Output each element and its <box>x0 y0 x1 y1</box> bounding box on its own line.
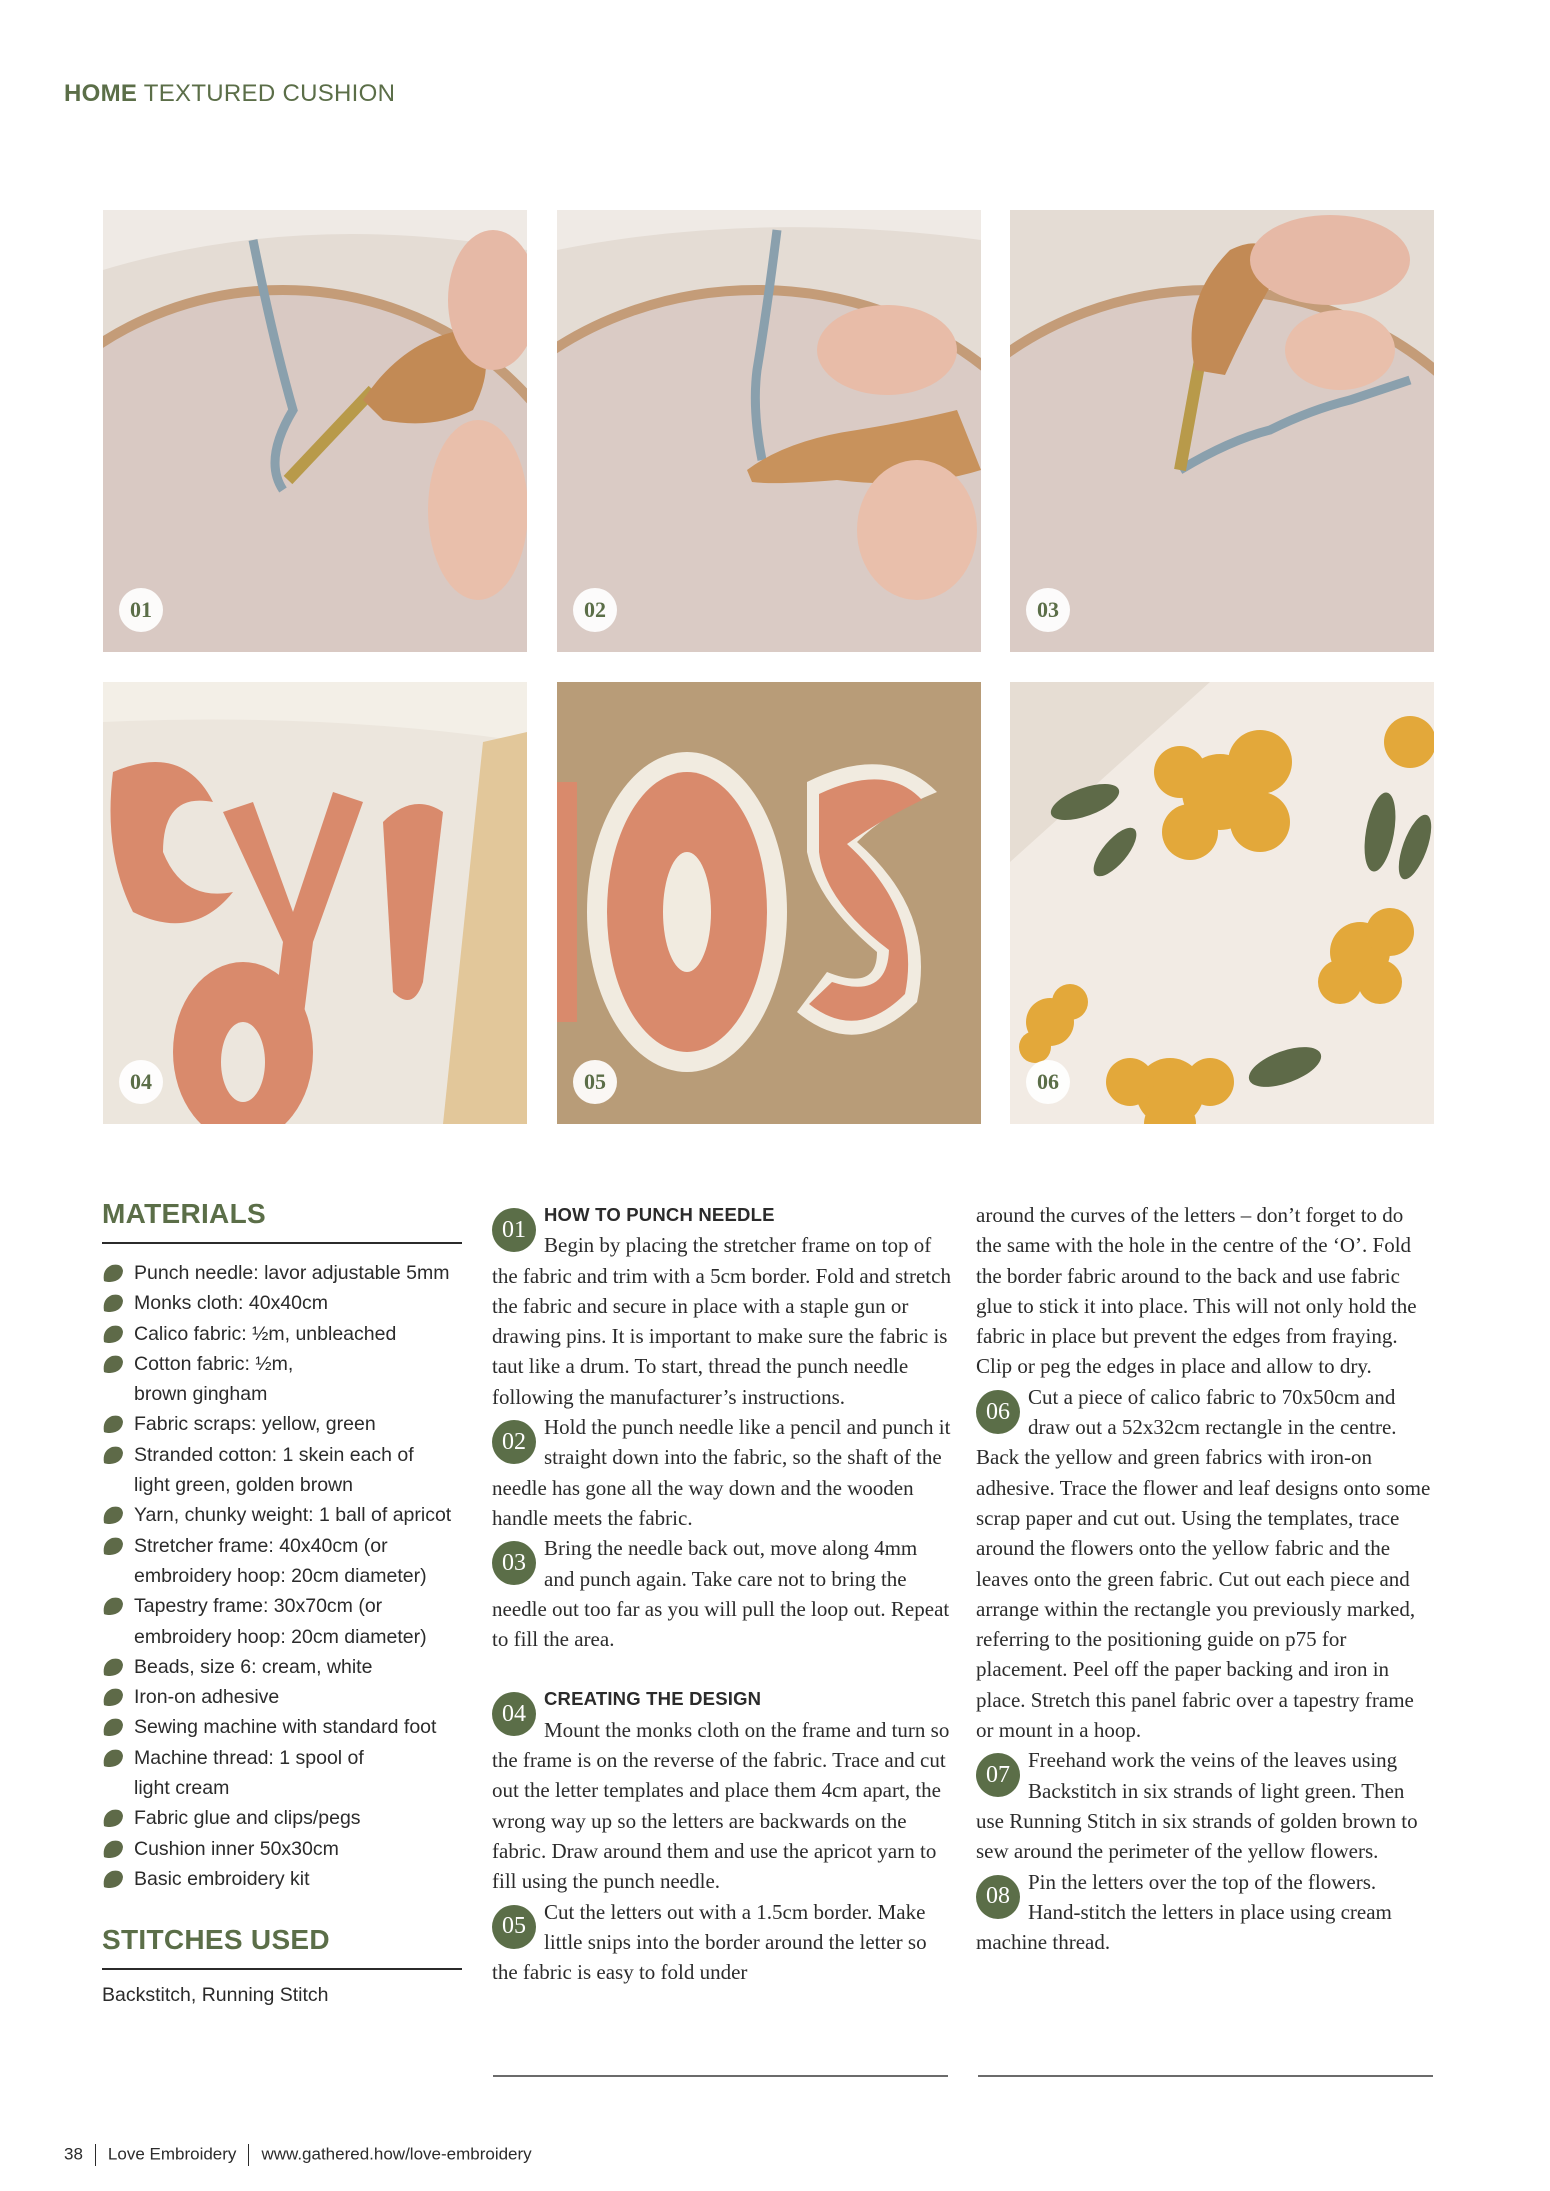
instruction-step-06 <box>976 1382 1432 1746</box>
materials-item <box>102 1622 462 1652</box>
step-photo-label: 05 <box>573 1060 617 1104</box>
stitches-text: Backstitch, Running Stitch <box>102 1984 329 2006</box>
leaf-bullet-icon <box>102 1596 124 1616</box>
instruction-step-02 <box>492 1412 952 1533</box>
step-text: green. Then use Running Stitch in six strands of golden brown to sew around the perimeter of the yellow flowers. <box>976 1778 1418 1864</box>
step-text: centre. Back the yellow and green fabrics with iron-on adhesive. Trace the flower and leaf designs onto some scrap paper and cut out. Using the templates, trace around the flowers onto the yellow fabric and the leaves onto the green fabric. Cut out each piece and arrange within the rectangle you previously marked, referring to the positioning guide on p75 for placement. Peel off the paper backing and iron in place. Stretch this panel fabric over a tapestry frame or mount in a hoop. <box>976 1415 1431 1743</box>
materials-item-text: Calico fabric: ½m, unbleached <box>134 1322 397 1345</box>
leaf-bullet-icon <box>102 1324 124 1344</box>
step-photo-06 <box>1010 682 1434 1124</box>
leaf-bullet-icon <box>102 1748 124 1768</box>
step-photo-label: 03 <box>1026 588 1070 632</box>
materials-item <box>102 1773 462 1803</box>
materials-item-text: Cushion inner 50x30cm <box>134 1837 339 1860</box>
materials-item <box>102 1652 462 1682</box>
step-text: around the curves of the letters – don’t forget to do the same with the hole in the centre of the ‘O’. Fold the border fabric around to the back and use fabric glue to stick it into place. This will not only hold the fabric in place but prevent the edges from fraying. Clip or peg the edges in place and allow to dry. <box>976 1203 1417 1379</box>
leaf-bullet-icon <box>102 1445 124 1465</box>
instructions-column-1 <box>492 1200 952 1987</box>
materials-item <box>102 1531 462 1561</box>
page-footer <box>64 2144 532 2166</box>
materials-item <box>102 1591 462 1621</box>
materials-item <box>102 1743 462 1773</box>
step-text: using cream machine thread. <box>976 1899 1392 1955</box>
section-heading: CREATING THE DESIGN <box>544 1688 762 1710</box>
instruction-step-07 <box>976 1745 1432 1866</box>
step-text-lead: Pin the letters over the top of the flowers. Hand-stitch the letters in place <box>1028 1869 1377 1924</box>
leaf-bullet-icon <box>102 1808 124 1828</box>
materials-item-text: Fabric glue and clips/pegs <box>134 1807 361 1830</box>
step-photo-04 <box>103 682 527 1124</box>
materials-item <box>102 1712 462 1742</box>
materials-item-text: Basic embroidery kit <box>134 1867 310 1890</box>
materials-item-text: embroidery hoop: 20cm diameter) <box>134 1564 427 1587</box>
materials-item-text: Stretcher frame: 40x40cm (or <box>134 1534 388 1557</box>
step-number: 03 <box>492 1541 536 1585</box>
materials-item <box>102 1349 462 1379</box>
step-number: 08 <box>976 1875 1020 1919</box>
page-header <box>64 80 395 108</box>
materials-item <box>102 1440 462 1470</box>
step-photo-label: 06 <box>1026 1060 1070 1104</box>
step-text: and turn so the frame is on the reverse of the fabric. Trace and cut out the letter templates and place them 4cm apart, the wrong way up so the letters are backwards on the fabric. Draw around them and use the apricot yarn to fill using the punch needle. <box>492 1717 950 1894</box>
materials-item-text: Stranded cotton: 1 skein each of <box>134 1443 414 1466</box>
step-text-lead: Mount the monks cloth on the frame <box>544 1717 851 1742</box>
article-title: TEXTURED CUSHION <box>143 80 396 107</box>
section-label: HOME <box>64 80 138 107</box>
step-number: 01 <box>492 1208 536 1252</box>
step-photo-01 <box>103 210 527 652</box>
materials-item-text: Punch needle: lavor adjustable 5mm <box>134 1262 450 1284</box>
materials-item <box>102 1864 462 1894</box>
instruction-step-01 <box>492 1200 952 1412</box>
frame-letters-image <box>103 682 527 1124</box>
materials-item-text: brown gingham <box>134 1383 268 1406</box>
step-text: on top of the fabric and trim with a 5cm border. Fold and stretch the fabric and secure in place with a staple gun or drawing pins. It is important to make sure the fabric is taut like a drum. To start, thread the punch needle following the manufacturer’s instructions. <box>492 1233 951 1409</box>
instruction-step-08 <box>976 1867 1432 1958</box>
step-text: so the shaft of the needle has gone all the way down and the wooden handle meets the fabric. <box>492 1445 942 1530</box>
step-number: 02 <box>492 1420 536 1464</box>
step-photo-03 <box>1010 210 1434 652</box>
step-text-lead: Cut the letters out with a 1.5cm border. Make little snips into the border around <box>544 1899 926 1954</box>
step-text-lead: Bring the needle back out, move along 4mm and punch again. Take care not to <box>544 1536 918 1591</box>
divider <box>102 1968 462 1970</box>
leaf-bullet-icon <box>102 1869 124 1889</box>
instruction-step-03 <box>492 1533 952 1654</box>
step-text: bring the needle out too far as you will pull the loop out. Repeat to fill the area. <box>492 1566 950 1652</box>
materials-item-text: light cream <box>134 1777 230 1800</box>
leaf-bullet-icon <box>102 1687 124 1707</box>
materials-item <box>102 1288 462 1318</box>
stitches-title: STITCHES USED <box>102 1924 330 1955</box>
materials-item-text: Tapestry frame: 30x70cm (or <box>134 1595 383 1618</box>
hoop-punch-image <box>103 210 527 652</box>
website-url: www.gathered.how/love-embroidery <box>261 2144 532 2164</box>
step-number: 04 <box>492 1692 536 1736</box>
materials-item <box>102 1803 462 1833</box>
materials-item-text: Fabric scraps: yellow, green <box>134 1413 376 1436</box>
materials-list <box>102 1258 462 1894</box>
leaf-bullet-icon <box>102 1354 124 1374</box>
step-photo-02 <box>557 210 981 652</box>
divider <box>493 2075 948 2077</box>
leaf-bullet-icon <box>102 1505 124 1525</box>
step-number: 06 <box>976 1390 1020 1434</box>
materials-item-text: Sewing machine with standard foot <box>134 1716 437 1739</box>
cut-letters-image <box>557 682 981 1124</box>
magazine-name: Love Embroidery <box>107 2144 237 2164</box>
materials-title: MATERIALS <box>102 1198 266 1229</box>
materials-item-text: embroidery hoop: 20cm diameter) <box>134 1625 427 1648</box>
leaf-bullet-icon <box>102 1536 124 1556</box>
step-text-lead: Hold the punch needle like a pencil and punch it straight down into the fabric, <box>544 1415 951 1470</box>
materials-item-text: Iron-on adhesive <box>134 1686 280 1709</box>
divider <box>978 2075 1433 2077</box>
materials-item-text: light green, golden brown <box>134 1474 353 1497</box>
step-photo-label: 01 <box>119 588 163 632</box>
materials-item <box>102 1682 462 1712</box>
leaf-bullet-icon <box>102 1263 124 1283</box>
materials-item-text: Beads, size 6: cream, white <box>134 1655 373 1678</box>
hoop-punch-image <box>1010 210 1434 652</box>
step-number: 05 <box>492 1905 536 1949</box>
flower-panel-image <box>1010 682 1434 1124</box>
leaf-bullet-icon <box>102 1414 124 1434</box>
section-heading: HOW TO PUNCH NEEDLE <box>544 1204 775 1225</box>
step-photo-label: 04 <box>119 1060 163 1104</box>
divider <box>102 1242 462 1244</box>
materials-item-text: Monks cloth: 40x40cm <box>134 1292 329 1315</box>
instruction-step-05 <box>492 1897 952 1988</box>
materials-item <box>102 1319 462 1349</box>
leaf-bullet-icon <box>102 1657 124 1677</box>
leaf-bullet-icon <box>102 1293 124 1313</box>
leaf-bullet-icon <box>102 1839 124 1859</box>
step-photo-label: 02 <box>573 588 617 632</box>
instructions-column-2 <box>976 1200 1432 1957</box>
materials-item <box>102 1258 462 1288</box>
step-photo-05 <box>557 682 981 1124</box>
materials-item <box>102 1561 462 1591</box>
step-text-lead: Freehand work the veins of the leaves using Backstitch in six strands of light <box>1028 1748 1398 1803</box>
leaf-bullet-icon <box>102 1717 124 1737</box>
step-text-lead: Begin by placing the stretcher frame <box>544 1233 851 1258</box>
step-text-lead: Cut a piece of calico fabric to 70x50cm and draw out a 52x32cm rectangle in the <box>1028 1384 1396 1440</box>
hoop-punch-image <box>557 210 981 652</box>
materials-item <box>102 1470 462 1500</box>
materials-item-text: Cotton fabric: ½m, <box>134 1352 294 1375</box>
step-text: the letter so the fabric is easy to fold under <box>492 1929 927 1985</box>
materials-item <box>102 1500 462 1530</box>
stitches-box <box>102 1924 462 2007</box>
materials-item <box>102 1379 462 1409</box>
step-number: 07 <box>976 1753 1020 1797</box>
materials-box <box>102 1198 462 1894</box>
instruction-step-05-continued <box>976 1200 1432 1382</box>
materials-item-text: Machine thread: 1 spool of <box>134 1746 364 1769</box>
materials-item <box>102 1834 462 1864</box>
materials-item-text: Yarn, chunky weight: 1 ball of apricot <box>134 1504 452 1527</box>
instruction-step-04 <box>492 1684 952 1896</box>
page-number: 38 <box>64 2144 83 2164</box>
materials-item <box>102 1409 462 1439</box>
